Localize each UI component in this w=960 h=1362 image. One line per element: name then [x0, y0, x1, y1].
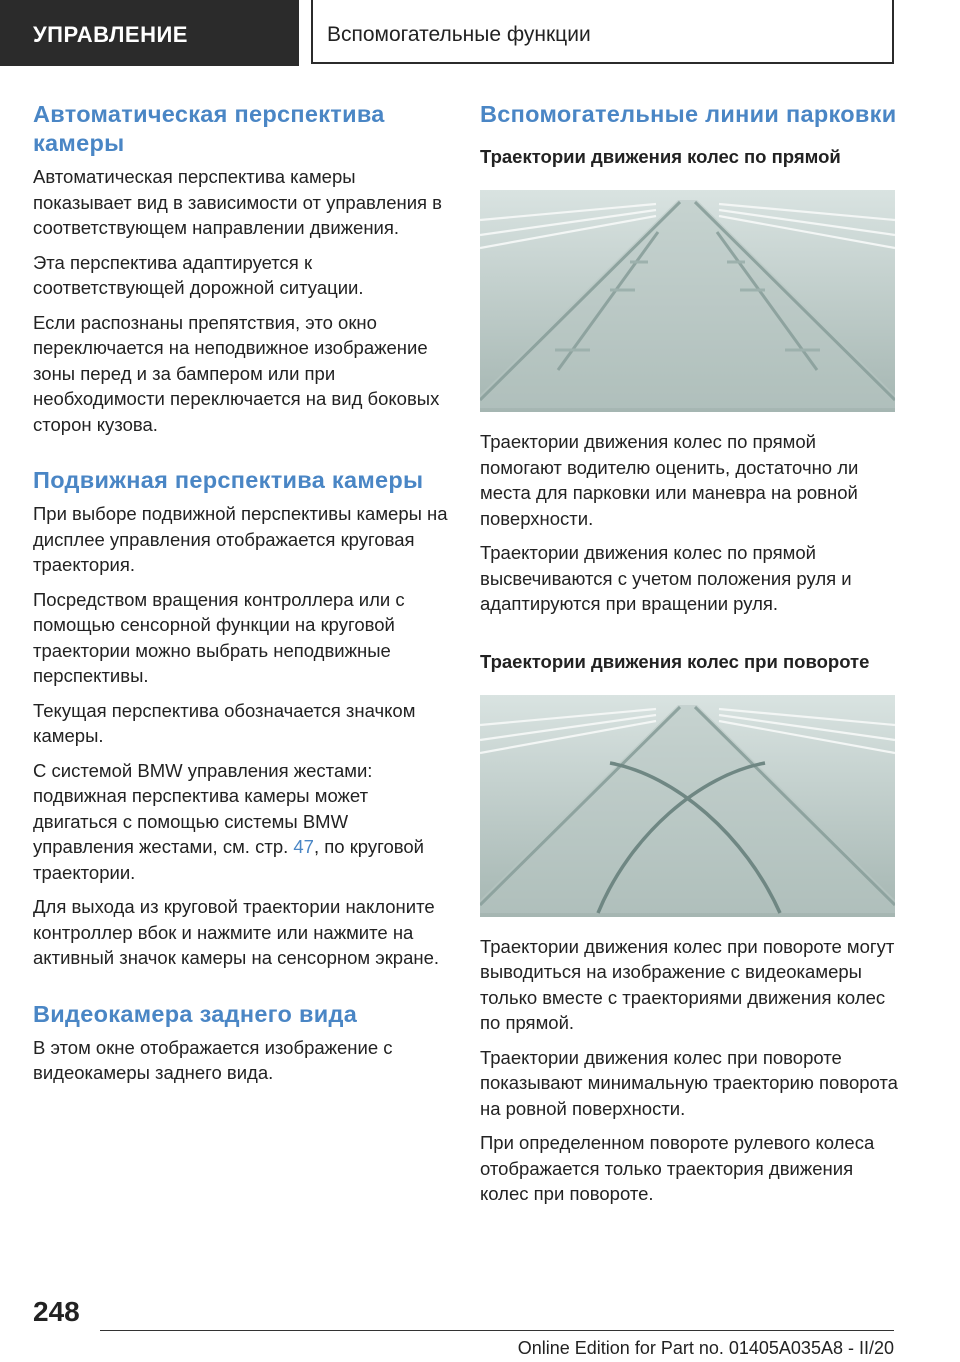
paragraph: Траектории движения колес по прямой высвечиваются с учетом положения руля и адаптируются при вращении руля.	[480, 542, 852, 614]
heading-rear-camera: Видеокамера заднего вида	[33, 1000, 358, 1027]
header-chapter-box	[311, 0, 894, 64]
paragraph: Траектории движения колес по прямой помогают водителю оценить, достаточно ли места для парковки или маневра на ровной поверхности.	[480, 431, 859, 529]
footer-edition: Online Edition for Part no. 01405A035A8 - II/20	[517, 1338, 894, 1358]
heading-moving-perspective: Подвижная перспектива камеры	[33, 467, 424, 493]
paragraph: При выборе подвижной перспективы камеры на дисплее управления отображается круговая траектория.	[33, 503, 448, 575]
page-number: 248	[33, 1296, 80, 1327]
paragraph: Эта перспектива адаптируется к соответствующей дорожной ситуации.	[33, 251, 364, 298]
turning-trajectory-illustration	[480, 695, 895, 917]
text: С системой BMW управления жестами: подвижная перспектива камеры может двигаться с помощью системы BMW управления жестами, см. стр.	[33, 759, 373, 857]
paragraph: Если распознаны препятствия, это окно переключается на неподвижное изображение зоны перед и за бампером или при необходимости переключается на вид боковых сторон кузова.	[33, 311, 440, 435]
paragraph: В этом окне отображается изображение с видеокамеры заднего вида.	[33, 1036, 393, 1083]
page-link[interactable]: 47	[293, 836, 314, 857]
paragraph: Траектории движения колес при повороте могут выводиться на изображение с видеокамеры только вместе с траекториями движения колес по прямой.	[480, 935, 895, 1033]
subheading-straight-paths: Траектории движения колес по прямой	[480, 146, 841, 167]
straight-trajectory-illustration	[480, 190, 895, 412]
right-column	[480, 100, 898, 1216]
header-section-label: УПРАВЛЕНИЕ	[33, 22, 188, 47]
text: , по круговой траектории.	[33, 836, 424, 883]
paragraph-with-link	[33, 758, 451, 886]
left-column	[33, 100, 451, 1095]
header-section-tab	[0, 0, 299, 66]
paragraph: При определенном повороте рулевого колеса отображается только траектория движения колес при повороте.	[480, 1132, 875, 1204]
heading-auto-perspective: Автоматическая перспектива камеры	[33, 101, 385, 156]
paragraph: Текущая перспектива обозначается значком камеры.	[33, 699, 416, 746]
paragraph: Автоматическая перспектива камеры показывает вид в зависимости от управления в соответствующем направлении движения.	[33, 166, 443, 238]
paragraph: Посредством вращения контроллера или с помощью сенсорной функции на круговой траектории можно выбрать неподвижные перспективы.	[33, 588, 405, 686]
header-chapter-label: Вспомогательные функции	[327, 23, 591, 46]
paragraph: Траектории движения колес при повороте показывают минимальную траекторию поворота на ровной поверхности.	[480, 1046, 898, 1119]
footer-divider	[100, 1330, 894, 1331]
subheading-turning-paths: Траектории движения колес при повороте	[480, 650, 870, 672]
paragraph: Для выхода из круговой траектории наклоните контроллер вбок и нажмите или нажмите на активный значок камеры на сенсорном экране.	[33, 896, 440, 968]
heading-parking-lines: Вспомогательные линии парковки	[480, 101, 897, 127]
